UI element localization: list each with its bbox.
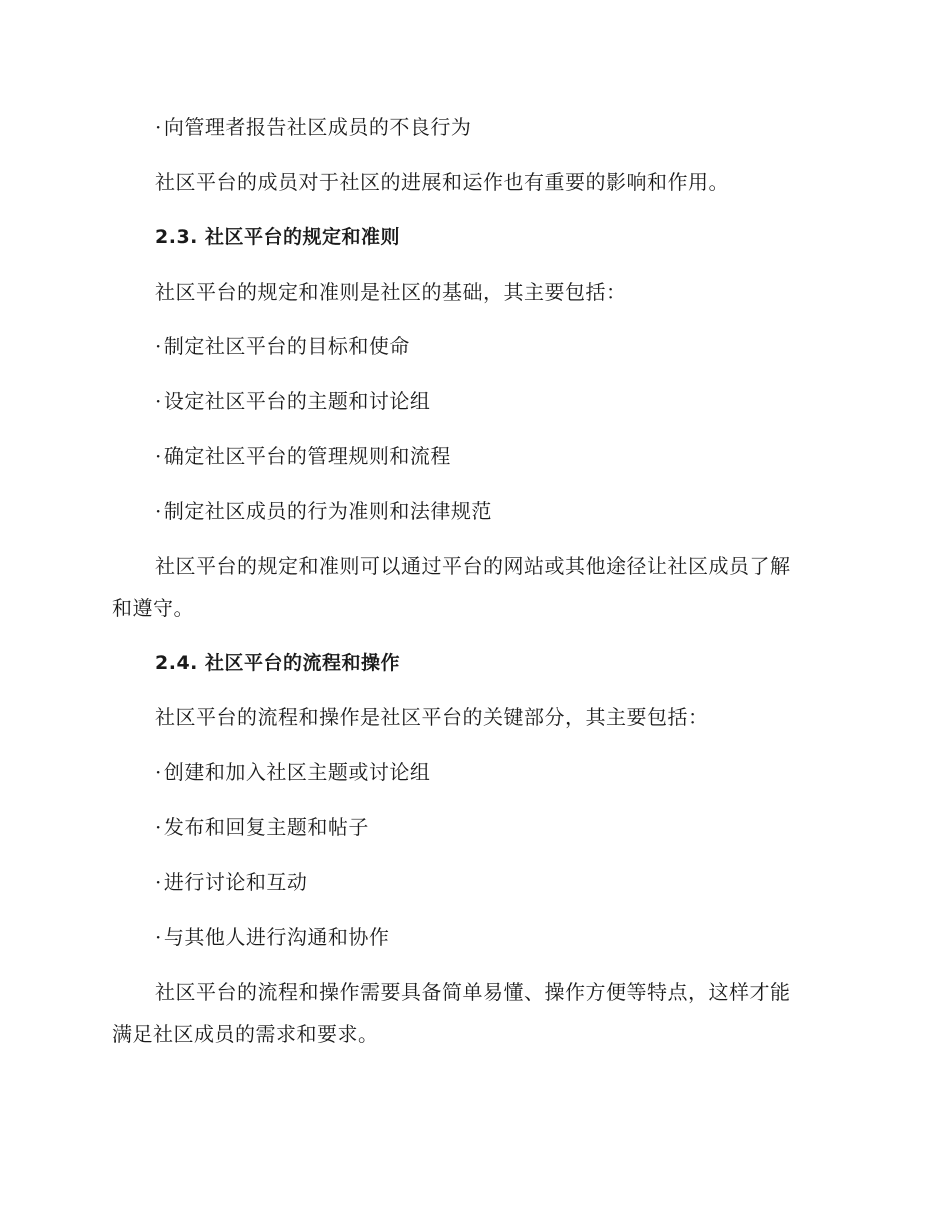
bullet-text: 制定社区平台的目标和使命 bbox=[163, 334, 410, 358]
bullet-item bbox=[155, 757, 430, 787]
bullet-item bbox=[155, 112, 471, 142]
bullet-item bbox=[155, 812, 369, 842]
paragraph-line: 社区平台的流程和操作需要具备简单易懂、操作方便等特点，这样才能 bbox=[155, 980, 791, 1004]
paragraph: 社区平台的成员对于社区的进展和运作也有重要的影响和作用。 bbox=[155, 170, 729, 194]
bullet-item bbox=[155, 867, 307, 897]
bullet-symbol: · bbox=[155, 925, 162, 949]
bullet-symbol: · bbox=[155, 499, 162, 523]
bullet-text: 确定社区平台的管理规则和流程 bbox=[163, 444, 451, 468]
bullet-text: 制定社区成员的行为准则和法律规范 bbox=[163, 499, 492, 523]
bullet-item bbox=[155, 441, 451, 471]
bullet-item bbox=[155, 496, 492, 526]
bullet-symbol: · bbox=[155, 815, 162, 839]
bullet-symbol: · bbox=[155, 389, 162, 413]
bullet-text: 与其他人进行沟通和协作 bbox=[163, 925, 390, 949]
bullet-text: 创建和加入社区主题或讨论组 bbox=[163, 760, 431, 784]
bullet-symbol: · bbox=[155, 870, 162, 894]
paragraph: 社区平台的规定和准则是社区的基础，其主要包括： bbox=[155, 280, 627, 304]
bullet-symbol: · bbox=[155, 115, 162, 139]
bullet-text: 向管理者报告社区成员的不良行为 bbox=[163, 115, 472, 139]
paragraph: 社区平台的流程和操作是社区平台的关键部分，其主要包括： bbox=[155, 705, 709, 729]
bullet-text: 发布和回复主题和帖子 bbox=[163, 815, 369, 839]
bullet-symbol: · bbox=[155, 444, 162, 468]
section-heading: 2.3. 社区平台的规定和准则 bbox=[155, 226, 400, 248]
bullet-text: 进行讨论和互动 bbox=[163, 870, 308, 894]
bullet-text: 设定社区平台的主题和讨论组 bbox=[163, 389, 431, 413]
bullet-symbol: · bbox=[155, 760, 162, 784]
paragraph-line: 社区平台的规定和准则可以通过平台的网站或其他途径让社区成员了解 bbox=[155, 554, 791, 578]
bullet-item bbox=[155, 331, 410, 361]
section-heading: 2.4. 社区平台的流程和操作 bbox=[155, 652, 400, 674]
bullet-item bbox=[155, 386, 430, 416]
bullet-symbol: · bbox=[155, 334, 162, 358]
bullet-item bbox=[155, 922, 389, 952]
paragraph-line: 满足社区成员的需求和要求。 bbox=[112, 1022, 379, 1046]
paragraph-line: 和遵守。 bbox=[112, 596, 194, 620]
